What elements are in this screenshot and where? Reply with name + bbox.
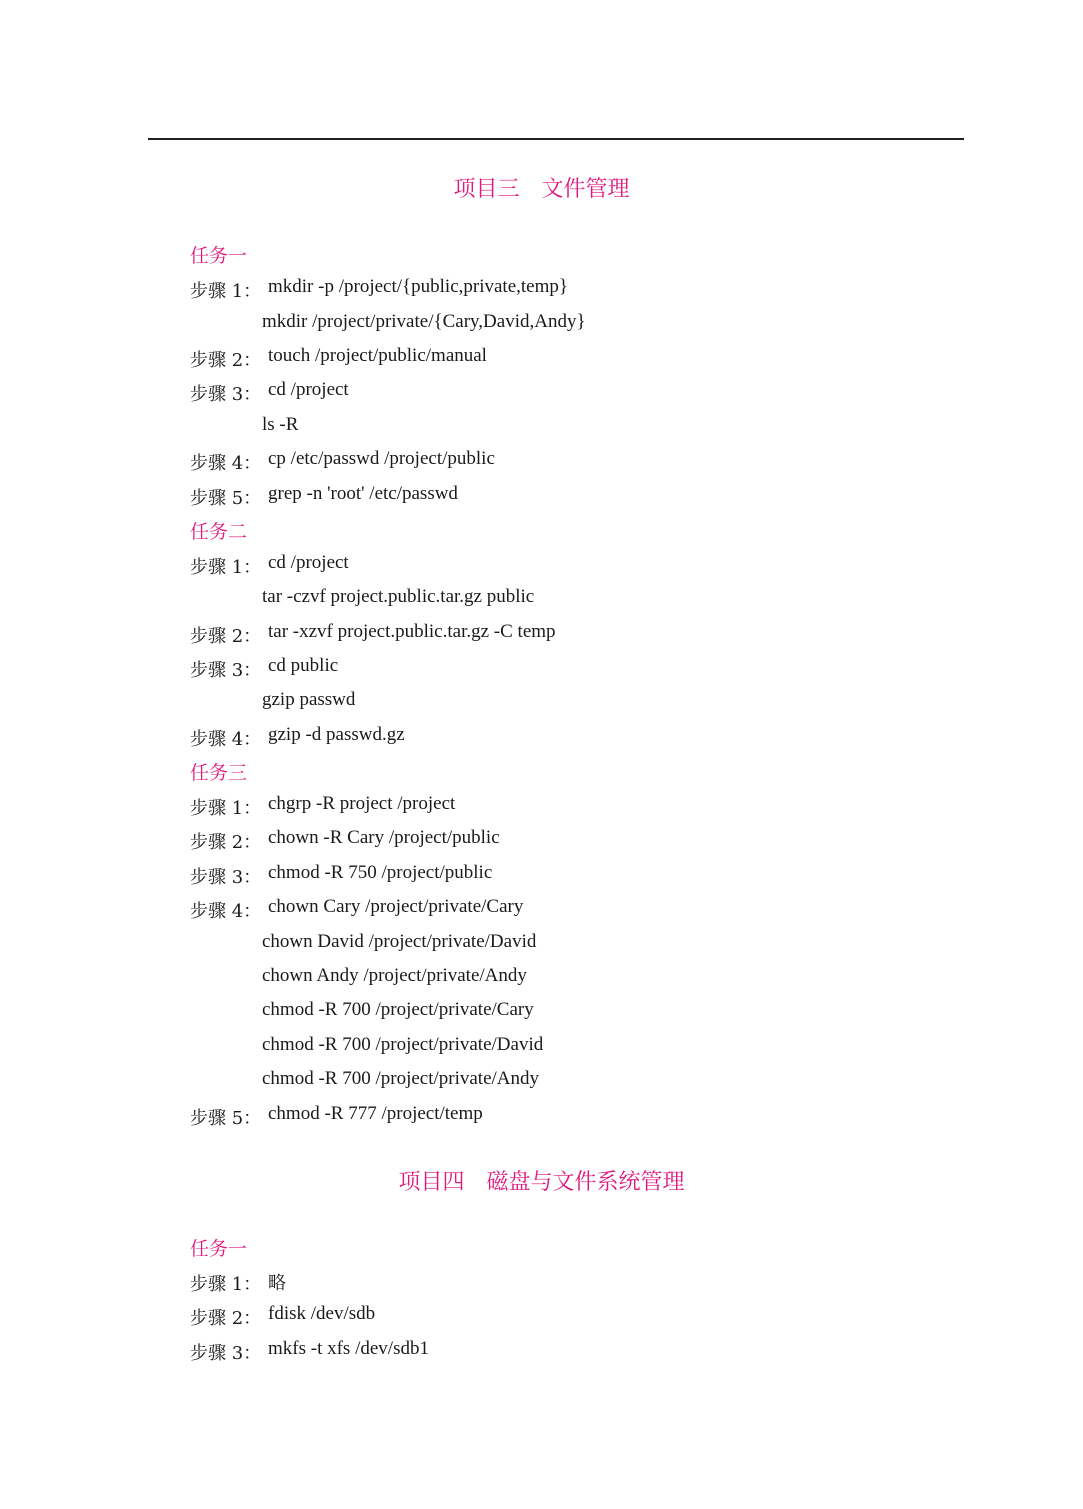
step-label: 步骤 4： [190,729,262,750]
step-label: 步骤 1： [190,1274,262,1295]
command-line: mkfs -t xfs /dev/sdb1 [268,1338,429,1359]
step-label: 步骤 2： [190,832,262,853]
command-line: grep -n 'root' /etc/passwd [268,483,458,504]
command-line: chmod -R 777 /project/temp [268,1103,483,1124]
command-line: mkdir /project/private/{Cary,David,Andy} [262,311,586,332]
step-label: 步骤 4： [190,453,262,474]
command-line: chown -R Cary /project/public [268,827,500,848]
step-label: 步骤 1： [190,798,262,819]
top-rule [148,138,964,140]
command-line: chgrp -R project /project [268,793,456,814]
step-label: 步骤 2： [190,1308,262,1329]
command-line: gzip -d passwd.gz [268,724,405,745]
command-line: cp /etc/passwd /project/public [268,448,495,469]
command-line: chmod -R 750 /project/public [268,862,493,883]
step-label: 步骤 3： [190,660,262,681]
step-label: 步骤 2： [190,350,262,371]
command-line: chmod -R 700 /project/private/Cary [262,999,534,1020]
step-label: 步骤 5： [190,1108,262,1129]
command-line: ls -R [262,414,299,435]
command-line: gzip passwd [262,689,356,710]
command-line: cd public [268,655,339,676]
command-line: chmod -R 700 /project/private/David [262,1034,544,1055]
project4-title: 项目四 磁盘与文件系统管理 [398,1170,685,1195]
command-line: mkdir -p /project/{public,private,temp} [268,276,568,297]
command-line: tar -xzvf project.public.tar.gz -C temp [268,621,556,642]
step-label: 步骤 3： [190,1343,262,1364]
command-line: chmod -R 700 /project/private/Andy [262,1068,540,1089]
task-heading: 任务二 [190,521,248,543]
step-label: 步骤 3： [190,867,262,888]
task-heading: 任务一 [190,1238,248,1260]
step-label: 步骤 4： [190,901,262,922]
project3-title: 项目三 文件管理 [453,177,630,202]
command-line: chown David /project/private/David [262,931,537,952]
step-label: 步骤 1： [190,557,262,578]
command-line: fdisk /dev/sdb [268,1303,376,1324]
step-label: 步骤 5： [190,488,262,509]
step-label: 步骤 3： [190,384,262,405]
command-line: cd /project [268,379,349,400]
command-line: chown Cary /project/private/Cary [268,896,524,917]
command-line: tar -czvf project.public.tar.gz public [262,586,535,607]
command-line: touch /project/public/manual [268,345,487,366]
task-heading: 任务一 [190,245,248,267]
task-heading: 任务三 [190,762,248,784]
step-label: 步骤 1： [190,281,262,302]
command-line: 略 [268,1273,286,1294]
step-label: 步骤 2： [190,626,262,647]
command-line: cd /project [268,552,349,573]
command-line: chown Andy /project/private/Andy [262,965,527,986]
